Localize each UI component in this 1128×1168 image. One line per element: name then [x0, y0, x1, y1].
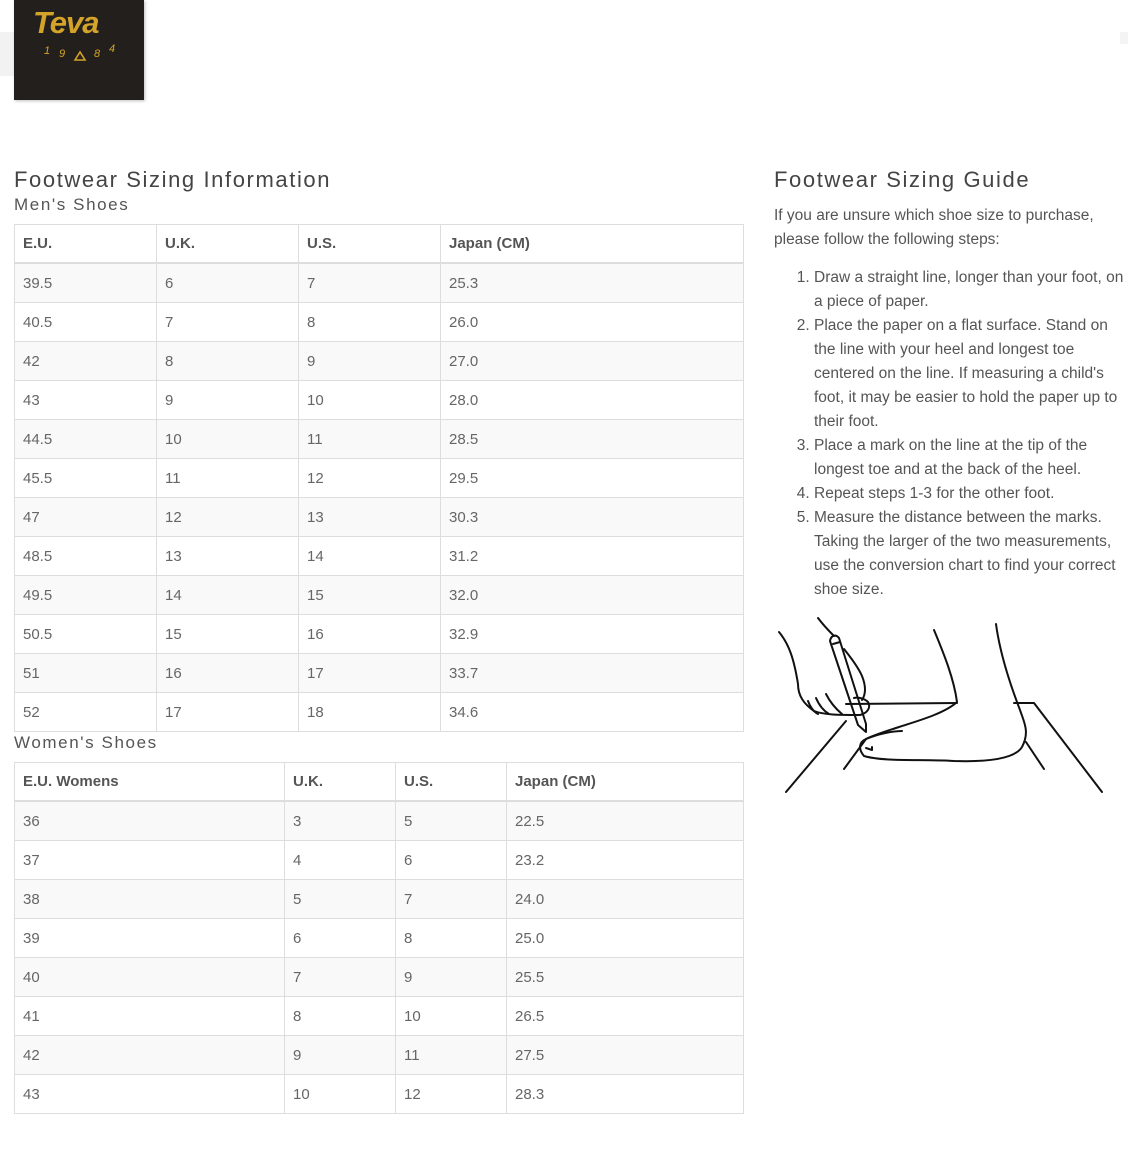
cell-uk: 17 — [157, 693, 299, 732]
svg-text:1: 1 — [44, 45, 51, 57]
cell-uk: 3 — [285, 801, 396, 841]
cell-us: 12 — [299, 459, 441, 498]
table-header-row — [15, 763, 744, 802]
step-item: 1. Draw a straight line, longer than your foot, on a piece of paper. — [814, 266, 1124, 314]
cell-uk: 5 — [285, 880, 396, 919]
table-row — [15, 342, 744, 381]
cell-uk: 7 — [157, 303, 299, 342]
cell-uk: 8 — [157, 342, 299, 381]
table-row — [15, 576, 744, 615]
cell-us: 7 — [299, 263, 441, 303]
table-row — [15, 1075, 744, 1114]
teva-logo[interactable] — [14, 0, 144, 100]
cell-japan: 26.0 — [441, 303, 744, 342]
cell-us: 18 — [299, 693, 441, 732]
step-item: 4. Repeat steps 1-3 for the other foot. — [814, 482, 1124, 506]
table-row — [15, 693, 744, 732]
cell-japan: 28.3 — [507, 1075, 744, 1114]
cell-uk: 11 — [157, 459, 299, 498]
table-row — [15, 459, 744, 498]
cell-japan: 27.5 — [507, 1036, 744, 1075]
svg-text:9: 9 — [59, 48, 66, 60]
cell-us: 11 — [299, 420, 441, 459]
table-row — [15, 958, 744, 997]
table-row — [15, 420, 744, 459]
cell-uk: 4 — [285, 841, 396, 880]
table-row — [15, 615, 744, 654]
table-row — [15, 263, 744, 303]
cell-japan: 28.5 — [441, 420, 744, 459]
cell-uk: 9 — [157, 381, 299, 420]
cell-japan: 25.5 — [507, 958, 744, 997]
cell-uk: 10 — [157, 420, 299, 459]
column-header-us: U.S. — [396, 763, 507, 802]
header-background-strip — [0, 32, 14, 76]
cell-eu: 44.5 — [15, 420, 157, 459]
cell-eu: 37 — [15, 841, 285, 880]
cell-japan: 26.5 — [507, 997, 744, 1036]
cell-japan: 32.0 — [441, 576, 744, 615]
cell-eu: 51 — [15, 654, 157, 693]
cell-eu: 40 — [15, 958, 285, 997]
cell-us: 10 — [396, 997, 507, 1036]
column-header-uk: U.K. — [285, 763, 396, 802]
header-background-strip-right — [1120, 32, 1128, 44]
cell-us: 15 — [299, 576, 441, 615]
cell-eu: 39.5 — [15, 263, 157, 303]
svg-text:4: 4 — [109, 43, 116, 55]
table-row — [15, 1036, 744, 1075]
foot-measuring-illustration — [774, 614, 1114, 809]
sizing-information-title: Footwear Sizing Information — [14, 167, 332, 192]
table-header-row — [15, 225, 744, 264]
cell-uk: 10 — [285, 1075, 396, 1114]
cell-us: 9 — [396, 958, 507, 997]
cell-uk: 9 — [285, 1036, 396, 1075]
cell-eu: 43 — [15, 1075, 285, 1114]
cell-japan: 33.7 — [441, 654, 744, 693]
cell-uk: 6 — [285, 919, 396, 958]
step-item: 2. Place the paper on a flat surface. Stand on the line with your heel and longest toe centered on the line. If measuring a child's foot, it may be easier to hold the paper up to their foot. — [814, 314, 1124, 434]
svg-text:8: 8 — [94, 48, 101, 60]
table-row — [15, 880, 744, 919]
cell-eu: 40.5 — [15, 303, 157, 342]
cell-us: 6 — [396, 841, 507, 880]
table-row — [15, 303, 744, 342]
cell-eu: 42 — [15, 342, 157, 381]
foot-measuring-icon — [774, 614, 1114, 804]
cell-us: 7 — [396, 880, 507, 919]
sizing-guide-title: Footwear Sizing Guide — [774, 167, 1031, 192]
cell-us: 8 — [396, 919, 507, 958]
cell-japan: 22.5 — [507, 801, 744, 841]
cell-us: 11 — [396, 1036, 507, 1075]
table-row — [15, 919, 744, 958]
cell-us: 17 — [299, 654, 441, 693]
cell-eu: 39 — [15, 919, 285, 958]
cell-uk: 16 — [157, 654, 299, 693]
cell-uk: 13 — [157, 537, 299, 576]
cell-us: 10 — [299, 381, 441, 420]
table-row — [15, 381, 744, 420]
cell-eu: 49.5 — [15, 576, 157, 615]
column-header-us: U.S. — [299, 225, 441, 264]
cell-uk: 14 — [157, 576, 299, 615]
cell-us: 14 — [299, 537, 441, 576]
cell-eu: 52 — [15, 693, 157, 732]
column-header-eu-womens: E.U. Womens — [15, 763, 285, 802]
sizing-guide-section — [774, 166, 1128, 602]
cell-japan: 34.6 — [441, 693, 744, 732]
cell-japan: 32.9 — [441, 615, 744, 654]
cell-eu: 45.5 — [15, 459, 157, 498]
cell-japan: 29.5 — [441, 459, 744, 498]
cell-eu: 47 — [15, 498, 157, 537]
cell-us: 9 — [299, 342, 441, 381]
womens-size-table — [14, 762, 744, 1114]
cell-uk: 7 — [285, 958, 396, 997]
step-item: 5. Measure the distance between the marks. Taking the larger of the two measurements, use the conversion chart to find your correct shoe size. — [814, 506, 1124, 602]
cell-us: 8 — [299, 303, 441, 342]
cell-eu: 36 — [15, 801, 285, 841]
cell-eu: 50.5 — [15, 615, 157, 654]
cell-japan: 28.0 — [441, 381, 744, 420]
cell-eu: 48.5 — [15, 537, 157, 576]
cell-us: 13 — [299, 498, 441, 537]
table-row — [15, 801, 744, 841]
column-header-japan: Japan (CM) — [507, 763, 744, 802]
cell-eu: 42 — [15, 1036, 285, 1075]
column-header-uk: U.K. — [157, 225, 299, 264]
table-row — [15, 841, 744, 880]
mens-shoes-title: Men's Shoes — [14, 195, 130, 214]
cell-japan: 24.0 — [507, 880, 744, 919]
cell-japan: 31.2 — [441, 537, 744, 576]
cell-eu: 38 — [15, 880, 285, 919]
womens-shoes-title: Women's Shoes — [14, 733, 158, 752]
sizing-guide-intro: If you are unsure which shoe size to purchase, please follow the following steps: — [774, 207, 1094, 248]
teva-logo-icon — [14, 0, 144, 100]
cell-japan: 27.0 — [441, 342, 744, 381]
cell-eu: 41 — [15, 997, 285, 1036]
mens-size-table — [14, 224, 744, 732]
cell-uk: 6 — [157, 263, 299, 303]
sizing-information-section — [14, 166, 744, 1114]
cell-us: 5 — [396, 801, 507, 841]
cell-japan: 30.3 — [441, 498, 744, 537]
cell-us: 12 — [396, 1075, 507, 1114]
cell-us: 16 — [299, 615, 441, 654]
cell-japan: 25.3 — [441, 263, 744, 303]
step-item: 3. Place a mark on the line at the tip of the longest toe and at the back of the heel. — [814, 434, 1124, 482]
cell-japan: 23.2 — [507, 841, 744, 880]
column-header-eu: E.U. — [15, 225, 157, 264]
table-row — [15, 997, 744, 1036]
cell-uk: 12 — [157, 498, 299, 537]
column-header-japan: Japan (CM) — [441, 225, 744, 264]
table-row — [15, 654, 744, 693]
cell-uk: 15 — [157, 615, 299, 654]
table-row — [15, 498, 744, 537]
svg-text:Teva: Teva — [33, 5, 99, 40]
sizing-steps-list — [774, 266, 1124, 602]
cell-japan: 25.0 — [507, 919, 744, 958]
cell-eu: 43 — [15, 381, 157, 420]
table-row — [15, 537, 744, 576]
cell-uk: 8 — [285, 997, 396, 1036]
